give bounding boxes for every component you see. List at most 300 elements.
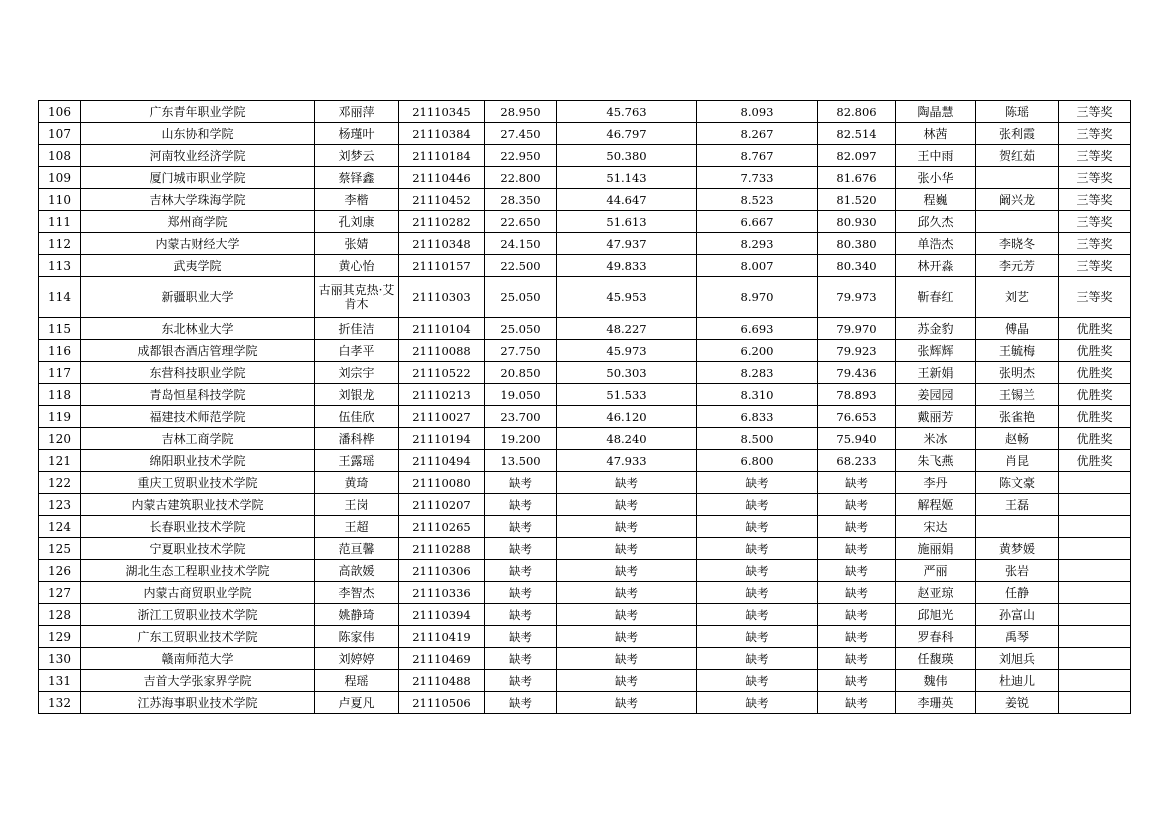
teacher-1-cell: 李珊英 [896, 692, 976, 714]
award-cell: 优胜奖 [1059, 340, 1131, 362]
score-part1-cell: 缺考 [485, 582, 557, 604]
award-cell: 三等奖 [1059, 123, 1131, 145]
school-cell: 广东青年职业学院 [81, 101, 315, 123]
score-part3-cell: 8.500 [697, 428, 818, 450]
award-cell [1059, 494, 1131, 516]
score-part2-cell: 缺考 [557, 626, 697, 648]
results-table [38, 100, 1131, 714]
school-cell: 吉首大学张家界学院 [81, 670, 315, 692]
exam-id-cell: 21110488 [399, 670, 485, 692]
score-part1-cell: 缺考 [485, 516, 557, 538]
table-row [39, 255, 1131, 277]
table-row [39, 340, 1131, 362]
exam-id-cell: 21110088 [399, 340, 485, 362]
teacher-2-cell: 贺红茹 [976, 145, 1059, 167]
student-cell: 伍佳欣 [315, 406, 399, 428]
score-part3-cell: 缺考 [697, 626, 818, 648]
teacher-2-cell: 张明杰 [976, 362, 1059, 384]
school-cell: 青岛恒星科技学院 [81, 384, 315, 406]
student-cell: 蔡铎鑫 [315, 167, 399, 189]
total-score-cell: 82.514 [818, 123, 896, 145]
table-row [39, 406, 1131, 428]
total-score-cell: 75.940 [818, 428, 896, 450]
student-cell: 高歆媛 [315, 560, 399, 582]
teacher-1-cell: 赵亚琼 [896, 582, 976, 604]
score-part1-cell: 缺考 [485, 670, 557, 692]
award-cell [1059, 582, 1131, 604]
teacher-1-cell: 苏金豹 [896, 318, 976, 340]
score-part3-cell: 缺考 [697, 516, 818, 538]
exam-id-cell: 21110394 [399, 604, 485, 626]
score-part1-cell: 27.750 [485, 340, 557, 362]
rank-cell: 129 [39, 626, 81, 648]
teacher-1-cell: 施丽娟 [896, 538, 976, 560]
student-cell: 黄琦 [315, 472, 399, 494]
student-cell: 李智杰 [315, 582, 399, 604]
table-row [39, 211, 1131, 233]
score-part3-cell: 6.693 [697, 318, 818, 340]
score-part3-cell: 缺考 [697, 670, 818, 692]
table-row [39, 648, 1131, 670]
teacher-2-cell: 张岩 [976, 560, 1059, 582]
teacher-1-cell: 李丹 [896, 472, 976, 494]
school-cell: 山东协和学院 [81, 123, 315, 145]
student-cell: 古丽其克热·艾肯木 [315, 277, 399, 318]
rank-cell: 106 [39, 101, 81, 123]
total-score-cell: 81.676 [818, 167, 896, 189]
student-cell: 刘银龙 [315, 384, 399, 406]
rank-cell: 108 [39, 145, 81, 167]
school-cell: 广东工贸职业技术学院 [81, 626, 315, 648]
score-part3-cell: 缺考 [697, 494, 818, 516]
student-cell: 程瑶 [315, 670, 399, 692]
school-cell: 内蒙古财经大学 [81, 233, 315, 255]
teacher-2-cell: 杜迪儿 [976, 670, 1059, 692]
exam-id-cell: 21110384 [399, 123, 485, 145]
teacher-1-cell: 宋达 [896, 516, 976, 538]
teacher-1-cell: 林开淼 [896, 255, 976, 277]
award-cell [1059, 648, 1131, 670]
teacher-2-cell: 傅晶 [976, 318, 1059, 340]
student-cell: 张婧 [315, 233, 399, 255]
rank-cell: 126 [39, 560, 81, 582]
score-part1-cell: 缺考 [485, 604, 557, 626]
score-part2-cell: 51.613 [557, 211, 697, 233]
total-score-cell: 80.930 [818, 211, 896, 233]
exam-id-cell: 21110288 [399, 538, 485, 560]
total-score-cell: 78.893 [818, 384, 896, 406]
award-cell: 三等奖 [1059, 277, 1131, 318]
teacher-2-cell [976, 516, 1059, 538]
rank-cell: 118 [39, 384, 81, 406]
teacher-2-cell: 阚兴龙 [976, 189, 1059, 211]
score-part1-cell: 27.450 [485, 123, 557, 145]
table-row [39, 626, 1131, 648]
score-part1-cell: 22.950 [485, 145, 557, 167]
table-row [39, 123, 1131, 145]
total-score-cell: 缺考 [818, 604, 896, 626]
rank-cell: 117 [39, 362, 81, 384]
rank-cell: 127 [39, 582, 81, 604]
rank-cell: 107 [39, 123, 81, 145]
score-part3-cell: 缺考 [697, 692, 818, 714]
school-cell: 武夷学院 [81, 255, 315, 277]
teacher-1-cell: 朱飞燕 [896, 450, 976, 472]
school-cell: 成都银杏酒店管理学院 [81, 340, 315, 362]
exam-id-cell: 21110522 [399, 362, 485, 384]
student-cell: 折佳洁 [315, 318, 399, 340]
score-part3-cell: 6.667 [697, 211, 818, 233]
award-cell: 三等奖 [1059, 101, 1131, 123]
score-part3-cell: 缺考 [697, 538, 818, 560]
exam-id-cell: 21110265 [399, 516, 485, 538]
award-cell: 优胜奖 [1059, 318, 1131, 340]
award-cell [1059, 626, 1131, 648]
score-part2-cell: 缺考 [557, 472, 697, 494]
student-cell: 王露瑶 [315, 450, 399, 472]
school-cell: 绵阳职业技术学院 [81, 450, 315, 472]
teacher-2-cell: 李元芳 [976, 255, 1059, 277]
student-cell: 陈家伟 [315, 626, 399, 648]
teacher-1-cell: 魏伟 [896, 670, 976, 692]
teacher-1-cell: 张小华 [896, 167, 976, 189]
table-row [39, 516, 1131, 538]
score-part1-cell: 25.050 [485, 277, 557, 318]
exam-id-cell: 21110419 [399, 626, 485, 648]
total-score-cell: 缺考 [818, 626, 896, 648]
score-part3-cell: 8.093 [697, 101, 818, 123]
rank-cell: 120 [39, 428, 81, 450]
table-row [39, 670, 1131, 692]
exam-id-cell: 21110469 [399, 648, 485, 670]
award-cell [1059, 516, 1131, 538]
rank-cell: 124 [39, 516, 81, 538]
table-row [39, 384, 1131, 406]
total-score-cell: 80.340 [818, 255, 896, 277]
score-part3-cell: 8.970 [697, 277, 818, 318]
teacher-1-cell: 陶晶慧 [896, 101, 976, 123]
teacher-2-cell: 李晓冬 [976, 233, 1059, 255]
award-cell [1059, 692, 1131, 714]
exam-id-cell: 21110184 [399, 145, 485, 167]
rank-cell: 125 [39, 538, 81, 560]
total-score-cell: 缺考 [818, 692, 896, 714]
score-part2-cell: 46.120 [557, 406, 697, 428]
score-part1-cell: 19.200 [485, 428, 557, 450]
teacher-1-cell: 林茜 [896, 123, 976, 145]
student-cell: 白孝平 [315, 340, 399, 362]
teacher-2-cell: 黄梦媛 [976, 538, 1059, 560]
award-cell: 优胜奖 [1059, 450, 1131, 472]
total-score-cell: 79.970 [818, 318, 896, 340]
score-part1-cell: 缺考 [485, 538, 557, 560]
award-cell: 三等奖 [1059, 255, 1131, 277]
score-part2-cell: 51.143 [557, 167, 697, 189]
score-part2-cell: 缺考 [557, 560, 697, 582]
exam-id-cell: 21110104 [399, 318, 485, 340]
table-row [39, 560, 1131, 582]
teacher-1-cell: 邱久杰 [896, 211, 976, 233]
teacher-2-cell: 王磊 [976, 494, 1059, 516]
score-part2-cell: 45.763 [557, 101, 697, 123]
teacher-2-cell: 张雀艳 [976, 406, 1059, 428]
score-part3-cell: 8.767 [697, 145, 818, 167]
award-cell [1059, 604, 1131, 626]
total-score-cell: 76.653 [818, 406, 896, 428]
score-part1-cell: 28.350 [485, 189, 557, 211]
award-cell: 优胜奖 [1059, 406, 1131, 428]
school-cell: 新疆职业大学 [81, 277, 315, 318]
table-row [39, 494, 1131, 516]
score-part2-cell: 缺考 [557, 516, 697, 538]
score-part3-cell: 8.007 [697, 255, 818, 277]
teacher-2-cell: 孙富山 [976, 604, 1059, 626]
total-score-cell: 80.380 [818, 233, 896, 255]
total-score-cell: 79.436 [818, 362, 896, 384]
award-cell [1059, 538, 1131, 560]
score-part1-cell: 22.500 [485, 255, 557, 277]
total-score-cell: 82.097 [818, 145, 896, 167]
award-cell: 三等奖 [1059, 145, 1131, 167]
teacher-2-cell: 任静 [976, 582, 1059, 604]
score-part2-cell: 49.833 [557, 255, 697, 277]
school-cell: 东北林业大学 [81, 318, 315, 340]
rank-cell: 128 [39, 604, 81, 626]
school-cell: 长春职业技术学院 [81, 516, 315, 538]
score-part3-cell: 8.267 [697, 123, 818, 145]
student-cell: 卢夏凡 [315, 692, 399, 714]
student-cell: 杨瑾叶 [315, 123, 399, 145]
school-cell: 赣南师范大学 [81, 648, 315, 670]
student-cell: 范亘馨 [315, 538, 399, 560]
score-part2-cell: 缺考 [557, 494, 697, 516]
rank-cell: 132 [39, 692, 81, 714]
teacher-1-cell: 王中雨 [896, 145, 976, 167]
table-row [39, 472, 1131, 494]
student-cell: 姚静琦 [315, 604, 399, 626]
school-cell: 福建技术师范学院 [81, 406, 315, 428]
exam-id-cell: 21110348 [399, 233, 485, 255]
score-part2-cell: 45.953 [557, 277, 697, 318]
table-row [39, 145, 1131, 167]
teacher-1-cell: 严丽 [896, 560, 976, 582]
score-part2-cell: 缺考 [557, 670, 697, 692]
score-part1-cell: 缺考 [485, 560, 557, 582]
score-part3-cell: 6.200 [697, 340, 818, 362]
table-row [39, 604, 1131, 626]
exam-id-cell: 21110303 [399, 277, 485, 318]
table-row [39, 189, 1131, 211]
table-row [39, 450, 1131, 472]
score-part3-cell: 缺考 [697, 648, 818, 670]
school-cell: 内蒙古商贸职业学院 [81, 582, 315, 604]
score-part3-cell: 8.283 [697, 362, 818, 384]
score-part2-cell: 缺考 [557, 538, 697, 560]
teacher-2-cell: 陈文豪 [976, 472, 1059, 494]
teacher-2-cell: 张利霞 [976, 123, 1059, 145]
table-row [39, 233, 1131, 255]
score-part2-cell: 44.647 [557, 189, 697, 211]
school-cell: 江苏海事职业技术学院 [81, 692, 315, 714]
teacher-1-cell: 单浩杰 [896, 233, 976, 255]
teacher-1-cell: 程巍 [896, 189, 976, 211]
exam-id-cell: 21110345 [399, 101, 485, 123]
exam-id-cell: 21110282 [399, 211, 485, 233]
score-part3-cell: 8.310 [697, 384, 818, 406]
total-score-cell: 82.806 [818, 101, 896, 123]
teacher-2-cell: 禹琴 [976, 626, 1059, 648]
rank-cell: 113 [39, 255, 81, 277]
score-part1-cell: 缺考 [485, 692, 557, 714]
rank-cell: 114 [39, 277, 81, 318]
teacher-1-cell: 戴丽芳 [896, 406, 976, 428]
teacher-2-cell [976, 211, 1059, 233]
exam-id-cell: 21110213 [399, 384, 485, 406]
score-part2-cell: 45.973 [557, 340, 697, 362]
school-cell: 内蒙古建筑职业技术学院 [81, 494, 315, 516]
exam-id-cell: 21110306 [399, 560, 485, 582]
award-cell [1059, 560, 1131, 582]
score-part2-cell: 缺考 [557, 648, 697, 670]
score-part1-cell: 23.700 [485, 406, 557, 428]
total-score-cell: 81.520 [818, 189, 896, 211]
score-part3-cell: 8.293 [697, 233, 818, 255]
award-cell: 优胜奖 [1059, 428, 1131, 450]
score-part2-cell: 47.933 [557, 450, 697, 472]
score-part1-cell: 24.150 [485, 233, 557, 255]
table-row [39, 538, 1131, 560]
total-score-cell: 缺考 [818, 538, 896, 560]
teacher-1-cell: 罗春科 [896, 626, 976, 648]
score-part3-cell: 8.523 [697, 189, 818, 211]
table-row [39, 167, 1131, 189]
exam-id-cell: 21110494 [399, 450, 485, 472]
rank-cell: 131 [39, 670, 81, 692]
score-part1-cell: 25.050 [485, 318, 557, 340]
score-part2-cell: 48.240 [557, 428, 697, 450]
table-row [39, 582, 1131, 604]
score-part3-cell: 6.833 [697, 406, 818, 428]
score-part1-cell: 缺考 [485, 494, 557, 516]
score-part1-cell: 28.950 [485, 101, 557, 123]
student-cell: 邓丽萍 [315, 101, 399, 123]
score-part2-cell: 48.227 [557, 318, 697, 340]
exam-id-cell: 21110506 [399, 692, 485, 714]
score-part1-cell: 缺考 [485, 626, 557, 648]
total-score-cell: 缺考 [818, 472, 896, 494]
student-cell: 刘梦云 [315, 145, 399, 167]
total-score-cell: 缺考 [818, 582, 896, 604]
exam-id-cell: 21110452 [399, 189, 485, 211]
student-cell: 刘婷婷 [315, 648, 399, 670]
school-cell: 宁夏职业技术学院 [81, 538, 315, 560]
rank-cell: 123 [39, 494, 81, 516]
exam-id-cell: 21110207 [399, 494, 485, 516]
rank-cell: 130 [39, 648, 81, 670]
rank-cell: 109 [39, 167, 81, 189]
score-part2-cell: 46.797 [557, 123, 697, 145]
score-part1-cell: 13.500 [485, 450, 557, 472]
teacher-2-cell: 刘艺 [976, 277, 1059, 318]
score-part2-cell: 缺考 [557, 692, 697, 714]
teacher-2-cell: 姜锐 [976, 692, 1059, 714]
award-cell: 优胜奖 [1059, 384, 1131, 406]
total-score-cell: 缺考 [818, 670, 896, 692]
score-part1-cell: 19.050 [485, 384, 557, 406]
score-part1-cell: 20.850 [485, 362, 557, 384]
teacher-1-cell: 王新娟 [896, 362, 976, 384]
exam-id-cell: 21110194 [399, 428, 485, 450]
rank-cell: 110 [39, 189, 81, 211]
school-cell: 湖北生态工程职业技术学院 [81, 560, 315, 582]
total-score-cell: 缺考 [818, 494, 896, 516]
score-part1-cell: 缺考 [485, 472, 557, 494]
teacher-1-cell: 张辉辉 [896, 340, 976, 362]
score-part3-cell: 缺考 [697, 472, 818, 494]
award-cell: 三等奖 [1059, 167, 1131, 189]
student-cell: 王超 [315, 516, 399, 538]
student-cell: 黄心怡 [315, 255, 399, 277]
student-cell: 李楷 [315, 189, 399, 211]
score-part3-cell: 7.733 [697, 167, 818, 189]
rank-cell: 119 [39, 406, 81, 428]
exam-id-cell: 21110446 [399, 167, 485, 189]
teacher-1-cell: 姜园园 [896, 384, 976, 406]
table-row [39, 428, 1131, 450]
table-row [39, 692, 1131, 714]
award-cell: 三等奖 [1059, 233, 1131, 255]
score-part1-cell: 缺考 [485, 648, 557, 670]
school-cell: 东营科技职业学院 [81, 362, 315, 384]
award-cell: 三等奖 [1059, 189, 1131, 211]
score-part2-cell: 47.937 [557, 233, 697, 255]
student-cell: 刘宗宇 [315, 362, 399, 384]
score-part2-cell: 50.380 [557, 145, 697, 167]
score-part3-cell: 缺考 [697, 604, 818, 626]
school-cell: 吉林大学珠海学院 [81, 189, 315, 211]
school-cell: 吉林工商学院 [81, 428, 315, 450]
teacher-1-cell: 靳春红 [896, 277, 976, 318]
school-cell: 重庆工贸职业技术学院 [81, 472, 315, 494]
rank-cell: 115 [39, 318, 81, 340]
exam-id-cell: 21110336 [399, 582, 485, 604]
student-cell: 王岗 [315, 494, 399, 516]
score-part3-cell: 6.800 [697, 450, 818, 472]
score-part1-cell: 22.800 [485, 167, 557, 189]
table-row [39, 277, 1131, 318]
total-score-cell: 79.923 [818, 340, 896, 362]
rank-cell: 111 [39, 211, 81, 233]
award-cell: 三等奖 [1059, 211, 1131, 233]
award-cell: 优胜奖 [1059, 362, 1131, 384]
exam-id-cell: 21110027 [399, 406, 485, 428]
award-cell [1059, 670, 1131, 692]
school-cell: 浙江工贸职业技术学院 [81, 604, 315, 626]
rank-cell: 121 [39, 450, 81, 472]
table-row [39, 318, 1131, 340]
score-part2-cell: 缺考 [557, 582, 697, 604]
score-part2-cell: 缺考 [557, 604, 697, 626]
total-score-cell: 缺考 [818, 516, 896, 538]
score-part3-cell: 缺考 [697, 582, 818, 604]
teacher-2-cell: 赵畅 [976, 428, 1059, 450]
teacher-2-cell: 肖昆 [976, 450, 1059, 472]
score-part2-cell: 51.533 [557, 384, 697, 406]
teacher-2-cell: 刘旭兵 [976, 648, 1059, 670]
teacher-2-cell: 王锡兰 [976, 384, 1059, 406]
teacher-1-cell: 解程姬 [896, 494, 976, 516]
exam-id-cell: 21110080 [399, 472, 485, 494]
